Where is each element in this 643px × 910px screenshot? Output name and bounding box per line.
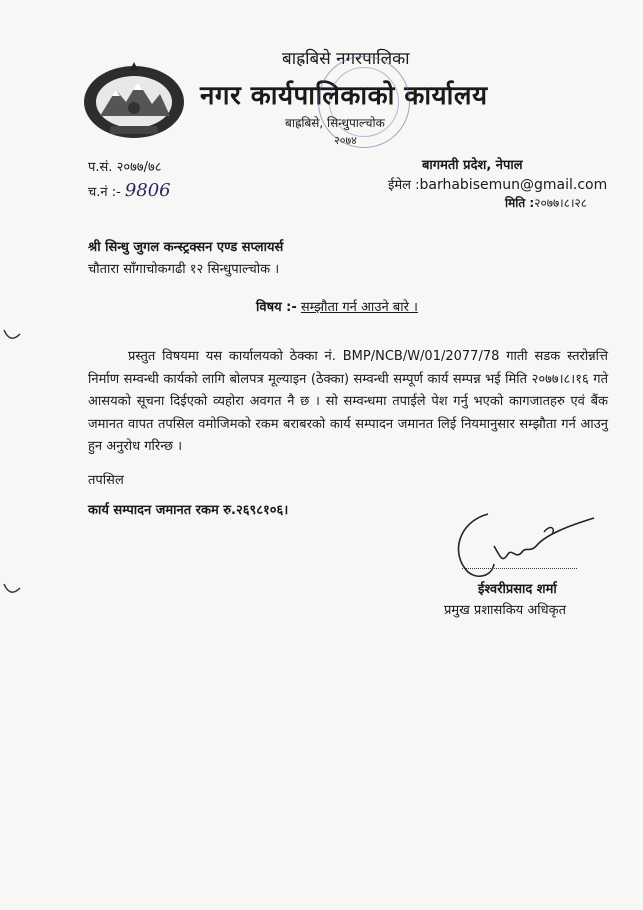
chalani-value: 9806 — [124, 180, 171, 201]
office-title: नगर कार्यपालिकाको कार्यालय — [200, 81, 488, 111]
signature-line — [462, 568, 577, 569]
email-address: barhabisemun@gmail.com — [419, 177, 608, 193]
date-value: २०७७।८।२८ — [534, 196, 587, 210]
chalani-label: च.नं :- — [88, 185, 121, 200]
municipality-name: बाह्रबिसे नगरपालिका — [282, 49, 410, 69]
date-line — [505, 194, 587, 211]
tapasil-heading: तपसिल — [88, 473, 124, 488]
guarantee-amount: कार्य सम्पादन जमानत रकम रु.२६९८१०६। — [88, 503, 289, 518]
established-year: २०७४ — [334, 134, 357, 147]
subject-line — [256, 297, 418, 315]
subject-text: सम्झौता गर्न आउने बारे । — [300, 300, 418, 315]
patra-sankhya: प.सं. २०७७/७८ — [88, 160, 162, 175]
recipient-name: श्री सिन्धु जुगल कन्स्ट्रक्सन एण्ड सप्लायर्स — [88, 240, 284, 255]
chalani-number — [88, 180, 171, 201]
office-address: बाह्रबिसे, सिन्धुपाल्चोक — [285, 116, 385, 130]
handwritten-signature — [448, 504, 598, 584]
recipient-address: चौतारा साँगाचोकगढी १२ सिन्धुपाल्चोक । — [88, 262, 280, 277]
email-label: ईमेल : — [388, 178, 420, 193]
date-label: मिति : — [505, 196, 535, 210]
email-line — [388, 175, 607, 193]
nepal-emblem-logo — [80, 60, 188, 140]
province-name: बागमती प्रदेश, नेपाल — [422, 158, 523, 173]
subject-label: विषय :- — [256, 300, 297, 315]
office-seal-stamp — [318, 56, 410, 148]
body-paragraph: प्रस्तुत विषयमा यस कार्यालयको ठेक्का नं. BMP/NCB/W/01/2077/78 गाती सडक स्तरोन्नत्ति निर्माण सम्वन्धी कार्यको लागि बोलपत्र मूल्याइन (ठेक्का) सम्वन्धी सम्पूर्ण कार्य सम्पन्न भई मिति २०७७।८।१६ गते आसयको सूचना दिईएको व्यहोरा अवगत नै छ । सो सम्वन्धमा तपाईले पेश गर्नु भएको कागजातहरु एवं बैंक जमानत वापत तपसिल वमोजिमको रकम बराबरको कार्य सम्पादन जमानत लिई नियमानुसार सम्झौता गर्न आउनु हुन अनुरोध गरिन्छ । — [88, 349, 608, 454]
signatory-name: ईश्वरीप्रसाद शर्मा — [478, 582, 557, 597]
signatory-title: प्रमुख प्रशासकिय अधिकृत — [444, 603, 567, 618]
